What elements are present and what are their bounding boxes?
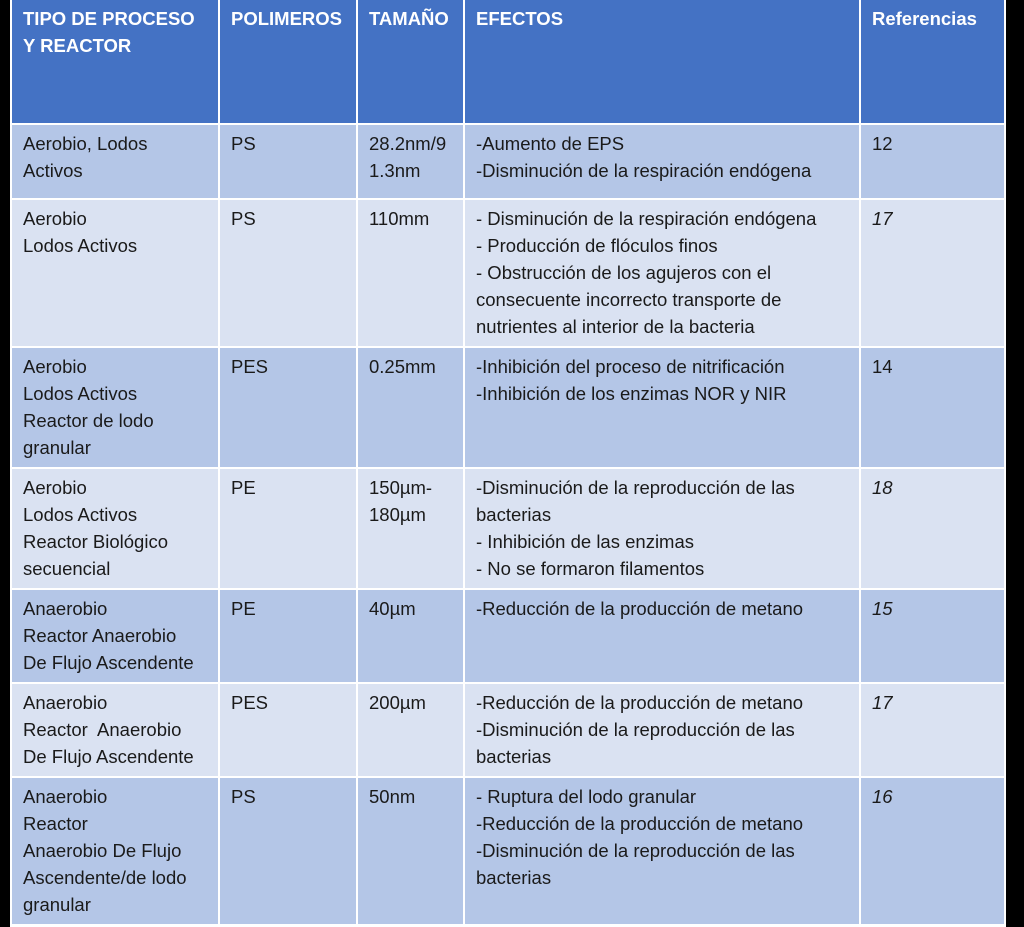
header-referencias: Referencias bbox=[861, 0, 1004, 123]
cell-polimeros: PS bbox=[220, 778, 356, 924]
cell-tamano: 110mm bbox=[358, 200, 463, 346]
cell-tamano: 28.2nm/91.3nm bbox=[358, 125, 463, 198]
cell-polimeros: PES bbox=[220, 684, 356, 776]
cell-referencia bbox=[861, 348, 1004, 467]
cell-polimeros: PE bbox=[220, 469, 356, 588]
proceso-line: Anaerobio De Flujo Ascendente/de lodo granular bbox=[23, 840, 192, 915]
cell-efectos bbox=[465, 590, 859, 682]
cell-tamano: 0.25mm bbox=[358, 348, 463, 467]
efecto-item: -Inhibición del proceso de nitrificación bbox=[476, 356, 785, 377]
table-row bbox=[12, 778, 1004, 924]
cell-tamano: 40µm bbox=[358, 590, 463, 682]
efecto-item: - Ruptura del lodo granular bbox=[476, 786, 697, 807]
proceso-line: Anaerobio bbox=[23, 598, 108, 619]
proceso-line: Lodos Activos bbox=[23, 383, 138, 404]
proceso-line: Lodos Activos bbox=[23, 235, 138, 256]
cell-efectos bbox=[465, 469, 859, 588]
table-header-row bbox=[12, 0, 1004, 123]
efecto-item: - No se formaron filamentos bbox=[476, 558, 705, 579]
referencia-number: 15 bbox=[872, 598, 893, 619]
cell-polimeros: PS bbox=[220, 200, 356, 346]
cell-efectos bbox=[465, 125, 859, 198]
proceso-line: Reactor Anaerobio bbox=[23, 625, 177, 646]
table-row bbox=[12, 684, 1004, 776]
referencia-number: 16 bbox=[872, 786, 893, 807]
cell-polimeros: PE bbox=[220, 590, 356, 682]
efecto-item: - Obstrucción de los agujeros con el consecuente incorrecto transporte de nutrientes al interior de la bacteria bbox=[476, 262, 787, 337]
cell-proceso-reactor bbox=[12, 348, 218, 467]
process-reactor-table bbox=[10, 0, 1006, 927]
header-efectos: EFECTOS bbox=[465, 0, 859, 123]
efecto-item: -Disminución de la reproducción de las bacterias bbox=[476, 719, 800, 767]
header-tamano: TAMAÑO bbox=[358, 0, 463, 123]
cell-proceso-reactor bbox=[12, 684, 218, 776]
cell-proceso-reactor bbox=[12, 200, 218, 346]
table-row bbox=[12, 125, 1004, 198]
proceso-line: Reactor Biológico secuencial bbox=[23, 531, 174, 579]
efecto-item: -Disminución de la respiración endógena bbox=[476, 160, 812, 181]
efecto-item: -Disminución de la reproducción de las bacterias bbox=[476, 840, 800, 888]
efecto-item: -Reducción de la producción de metano bbox=[476, 813, 804, 834]
proceso-line: Activos bbox=[23, 160, 83, 181]
table-row bbox=[12, 348, 1004, 467]
cell-referencia bbox=[861, 125, 1004, 198]
cell-referencia bbox=[861, 200, 1004, 346]
cell-referencia bbox=[861, 469, 1004, 588]
proceso-line: Anaerobio bbox=[23, 692, 108, 713]
cell-efectos bbox=[465, 778, 859, 924]
proceso-line: De Flujo Ascendente bbox=[23, 652, 194, 673]
cell-proceso-reactor bbox=[12, 778, 218, 924]
proceso-line: Aerobio bbox=[23, 356, 87, 377]
efecto-item: -Reducción de la producción de metano bbox=[476, 692, 804, 713]
proceso-line: Aerobio, Lodos bbox=[23, 133, 148, 154]
cell-tamano: 150µm-180µm bbox=[358, 469, 463, 588]
cell-efectos bbox=[465, 348, 859, 467]
efecto-item: -Reducción de la producción de metano bbox=[476, 598, 804, 619]
cell-proceso-reactor bbox=[12, 125, 218, 198]
efecto-item: - Inhibición de las enzimas bbox=[476, 531, 694, 552]
cell-tamano: 200µm bbox=[358, 684, 463, 776]
referencia-number: 18 bbox=[872, 477, 893, 498]
table-row bbox=[12, 590, 1004, 682]
cell-referencia bbox=[861, 684, 1004, 776]
proceso-line: Lodos Activos bbox=[23, 504, 138, 525]
efecto-item: - Producción de flóculos finos bbox=[476, 235, 718, 256]
header-polimeros: POLIMEROS bbox=[220, 0, 356, 123]
cell-tamano: 50nm bbox=[358, 778, 463, 924]
cell-polimeros: PES bbox=[220, 348, 356, 467]
proceso-line: Anaerobio bbox=[23, 786, 108, 807]
cell-efectos bbox=[465, 684, 859, 776]
referencia-number: 17 bbox=[872, 692, 893, 713]
table-row bbox=[12, 469, 1004, 588]
efecto-item: -Inhibición de los enzimas NOR y NIR bbox=[476, 383, 787, 404]
proceso-line: Aerobio bbox=[23, 208, 87, 229]
referencia-number: 12 bbox=[872, 133, 893, 154]
table-row bbox=[12, 200, 1004, 346]
cell-efectos bbox=[465, 200, 859, 346]
cell-referencia bbox=[861, 590, 1004, 682]
referencia-number: 17 bbox=[872, 208, 893, 229]
cell-referencia bbox=[861, 778, 1004, 924]
efecto-item: -Aumento de EPS bbox=[476, 133, 625, 154]
efecto-item: - Disminución de la respiración endógena bbox=[476, 208, 817, 229]
proceso-line: Reactor Anaerobio bbox=[23, 719, 182, 740]
cell-proceso-reactor bbox=[12, 469, 218, 588]
header-tipo-proceso: TIPO DE PROCESO Y REACTOR bbox=[12, 0, 218, 123]
proceso-line: Aerobio bbox=[23, 477, 87, 498]
proceso-line: Reactor bbox=[23, 813, 88, 834]
proceso-line: De Flujo Ascendente bbox=[23, 746, 194, 767]
referencia-number: 14 bbox=[872, 356, 893, 377]
cell-proceso-reactor bbox=[12, 590, 218, 682]
cell-polimeros: PS bbox=[220, 125, 356, 198]
proceso-line: Reactor de lodo granular bbox=[23, 410, 159, 458]
efecto-item: -Disminución de la reproducción de las bacterias bbox=[476, 477, 800, 525]
